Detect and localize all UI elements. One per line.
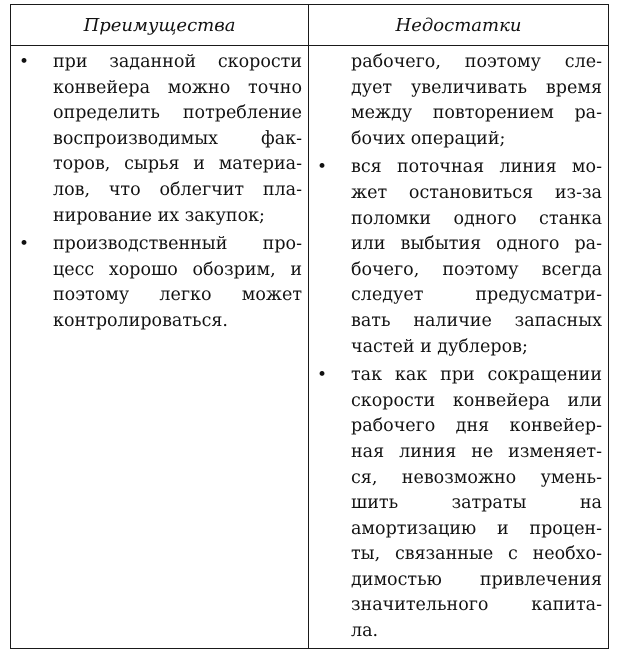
disadvantage-text-line: поломки одного станка bbox=[351, 208, 602, 229]
bullet-icon: • bbox=[19, 234, 30, 255]
disadvantage-text-line: между повторением ра- bbox=[351, 103, 602, 124]
disadvantage-text-line: частей и дублеров; bbox=[351, 336, 528, 357]
header-row bbox=[11, 5, 609, 46]
content-row bbox=[11, 46, 609, 649]
disadvantage-text-line: рабочего дня конвейер- bbox=[351, 416, 602, 437]
advantage-text-line: контролироваться. bbox=[53, 310, 228, 331]
advantage-list-item bbox=[11, 50, 302, 229]
bullet-icon: • bbox=[317, 157, 328, 178]
advantage-text-line: конвейера можно точно bbox=[53, 77, 302, 98]
header-disadvantages: Недостатки bbox=[309, 5, 609, 46]
comparison-table bbox=[10, 4, 609, 649]
disadvantage-text-line: или выбытия одного ра- bbox=[351, 234, 602, 255]
disadvantages-cell bbox=[309, 46, 609, 649]
bullet-icon: • bbox=[19, 52, 30, 72]
disadvantage-text-line: ты, связанные с необхо- bbox=[351, 544, 602, 565]
disadvantage-text-line: димостью привлечения bbox=[351, 569, 602, 590]
disadvantage-list-item bbox=[309, 50, 602, 152]
disadvantage-list-item bbox=[309, 363, 602, 645]
disadvantage-text-line: шить затраты на bbox=[351, 493, 602, 514]
advantage-text-line: нирование их закупок; bbox=[53, 205, 265, 226]
advantage-text-line: поэтому легко может bbox=[53, 285, 302, 306]
disadvantage-text-line: амортизацию и процен- bbox=[351, 518, 602, 539]
advantage-text-line: определить потребление bbox=[53, 103, 302, 124]
header-advantages: Преимущества bbox=[11, 5, 309, 46]
disadvantage-text-line: скорости конвейера или bbox=[351, 390, 602, 411]
advantage-text-line: торов, сырья и материа- bbox=[53, 154, 302, 175]
disadvantage-text-line: бочего, поэтому всегда bbox=[351, 259, 602, 280]
disadvantage-text-line: бочих операций; bbox=[351, 128, 506, 149]
advantage-text-line: лов, что облегчит пла- bbox=[53, 179, 302, 200]
disadvantage-text-line: рабочего, поэтому сле- bbox=[351, 52, 602, 72]
disadvantage-text-line: дует увеличивать время bbox=[351, 77, 602, 98]
advantage-text-line: воспроизводимых фак- bbox=[53, 128, 302, 149]
advantage-text-line: производственный про- bbox=[53, 234, 302, 255]
advantage-list-item bbox=[11, 232, 302, 334]
bullet-icon: • bbox=[317, 365, 328, 386]
advantages-list bbox=[11, 46, 308, 335]
advantages-cell bbox=[11, 46, 309, 649]
disadvantage-text-line: ла. bbox=[351, 621, 379, 642]
disadvantage-list-item bbox=[309, 155, 602, 360]
disadvantage-text-line: вать наличие запасных bbox=[351, 310, 602, 331]
disadvantage-text-line: так как при сокращении bbox=[351, 365, 602, 386]
disadvantage-text-line: вся поточная линия мо- bbox=[351, 157, 602, 178]
disadvantage-text-line: ся, невозможно умень- bbox=[351, 467, 602, 488]
disadvantage-text-line: следует предусматри- bbox=[351, 285, 602, 306]
disadvantage-text-line: жет остановиться из-за bbox=[351, 182, 602, 203]
advantage-text-line: при заданной скорости bbox=[53, 52, 302, 72]
disadvantage-text-line: значительного капита- bbox=[351, 595, 602, 616]
advantage-text-line: цесс хорошо обозрим, и bbox=[53, 259, 302, 280]
disadvantages-list bbox=[309, 46, 608, 645]
disadvantage-text-line: ная линия не изменяет- bbox=[351, 441, 602, 462]
